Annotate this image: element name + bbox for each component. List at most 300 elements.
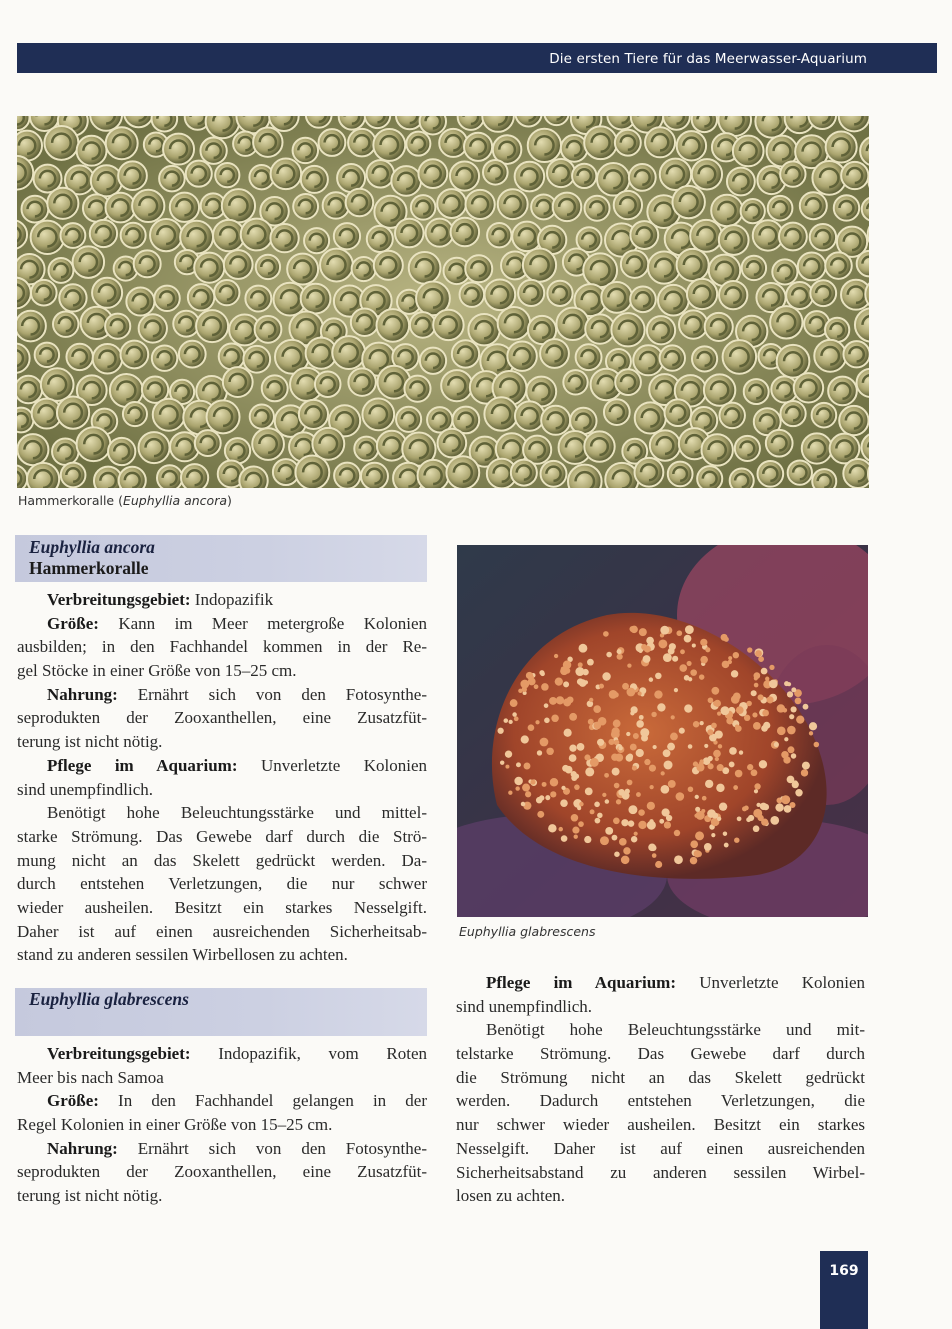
coral-tentacle-tip <box>666 815 672 821</box>
coral-tentacle-tip <box>664 760 673 769</box>
coral-tentacle-tip <box>650 785 654 789</box>
coral-tentacle-tip <box>744 805 749 810</box>
euphyllia-glabrescens-caption: Euphyllia glabrescens <box>459 924 596 939</box>
coral-tentacle-tip <box>633 733 639 739</box>
coral-polyp <box>73 246 104 277</box>
coral-tentacle-tip <box>687 661 692 666</box>
coral-polyp <box>786 282 813 309</box>
coral-tentacle-tip <box>608 739 614 745</box>
coral-tentacle-tip <box>618 746 623 751</box>
coral-tentacle-tip <box>612 835 618 841</box>
coral-polyp <box>507 341 536 370</box>
coral-tentacle-tip <box>705 647 710 652</box>
coral-tentacle-tip <box>777 726 786 735</box>
coral-tentacle-tip <box>646 637 654 645</box>
coral-tentacle-tip <box>578 821 584 827</box>
coral-tentacle-tip <box>708 763 714 769</box>
coral-tentacle-tip <box>717 764 724 771</box>
coral-tentacle-tip <box>560 667 568 675</box>
coral-tentacle-tip <box>546 748 553 755</box>
coral-polyp <box>528 129 561 162</box>
coral-tentacle-tip <box>809 731 813 735</box>
coral-polyp <box>452 340 479 367</box>
coral-tentacle-tip <box>504 718 509 723</box>
coral-tentacle-tip <box>639 715 644 720</box>
coral-polyp <box>647 316 675 344</box>
coral-polyp <box>222 189 255 222</box>
text-line: starke Strömung. Das Gewebe darf durch die Strö- <box>17 826 427 846</box>
coral-polyp <box>376 309 409 342</box>
coral-polyp <box>348 368 375 395</box>
coral-polyp <box>354 437 378 461</box>
coral-polyp <box>90 220 117 247</box>
coral-tentacle-tip <box>549 697 557 705</box>
coral-tentacle-tip <box>699 674 704 679</box>
coral-polyp <box>315 371 341 397</box>
coral-tentacle-tip <box>661 785 670 794</box>
coral-polyp <box>723 340 757 374</box>
coral-polyp <box>441 370 472 401</box>
coral-polyp <box>200 138 226 164</box>
coral-polyp <box>170 193 199 222</box>
coral-tentacle-tip <box>599 684 604 689</box>
coral-polyp <box>22 196 49 223</box>
coral-tentacle-tip <box>787 746 794 753</box>
coral-tentacle-tip <box>712 812 718 818</box>
coral-polyp <box>410 312 436 338</box>
coral-polyp <box>568 465 602 488</box>
coral-tentacle-tip <box>617 654 623 660</box>
coral-tentacle-tip <box>661 771 665 775</box>
coral-polyp <box>426 219 454 247</box>
coral-polyp <box>677 131 706 160</box>
coral-polyp <box>293 194 318 219</box>
coral-tentacle-tip <box>659 819 664 824</box>
coral-tentacle-tip <box>700 639 707 646</box>
coral-tentacle-tip <box>667 743 675 751</box>
coral-polyp <box>196 310 228 342</box>
coral-tentacle-tip <box>791 753 796 758</box>
coral-polyp <box>374 251 403 280</box>
coral-tentacle-tip <box>784 805 792 813</box>
coral-polyp <box>780 401 805 426</box>
coral-tentacle-tip <box>621 819 628 826</box>
coral-tentacle-tip <box>753 722 761 730</box>
coral-polyp <box>498 307 531 340</box>
coral-tentacle-tip <box>705 780 713 788</box>
coral-tentacle-tip <box>696 763 704 771</box>
coral-tentacle-tip <box>761 725 768 732</box>
coral-tentacle-tip <box>796 715 804 723</box>
coral-polyp <box>730 469 754 488</box>
coral-polyp <box>270 224 298 252</box>
coral-tentacle-tip <box>647 802 655 810</box>
coral-polyp <box>173 311 199 337</box>
coral-polyp <box>154 286 179 311</box>
coral-polyp <box>396 407 421 432</box>
coral-polyp <box>772 259 797 284</box>
coral-polyp <box>31 280 57 306</box>
coral-tentacle-tip <box>746 701 752 707</box>
coral-polyp <box>828 377 857 406</box>
coral-tentacle-tip <box>537 750 542 755</box>
coral-polyp <box>650 430 680 460</box>
coral-tentacle-tip <box>627 663 631 667</box>
coral-polyp <box>719 225 749 255</box>
coral-tentacle-tip <box>736 706 744 714</box>
coral-polyp <box>35 343 59 367</box>
coral-tentacle-tip <box>655 861 662 868</box>
coral-polyp <box>139 314 167 342</box>
text-line: die Strömung nicht an das Skelett gedrückt <box>456 1067 865 1087</box>
coral-polyp <box>802 433 832 463</box>
coral-tentacle-tip <box>747 647 752 652</box>
coral-polyp <box>152 116 178 132</box>
coral-tentacle-tip <box>739 750 743 754</box>
coral-tentacle-tip <box>670 733 678 741</box>
coral-tentacle-tip <box>695 795 699 799</box>
coral-tentacle-tip <box>701 809 705 813</box>
coral-tentacle-tip <box>515 786 519 790</box>
coral-polyp <box>337 164 365 192</box>
coral-polyp <box>660 345 685 370</box>
text-line: Pflege im Aquarium: Unverletzte Kolonien <box>486 973 865 992</box>
coral-tentacle-tip <box>524 763 531 770</box>
coral-polyp <box>561 135 588 162</box>
text-line: terung ist nicht nötig. <box>17 732 163 752</box>
coral-tentacle-tip <box>619 838 627 846</box>
coral-polyp <box>139 432 170 463</box>
coral-polyp <box>118 161 147 190</box>
coral-polyp <box>44 126 78 160</box>
coral-polyp <box>93 344 122 373</box>
coral-tentacle-tip <box>663 653 672 662</box>
coral-polyp <box>287 254 318 285</box>
coral-polyp <box>61 463 86 488</box>
coral-polyp <box>108 438 135 465</box>
coral-polyp <box>439 129 467 157</box>
coral-tentacle-tip <box>603 631 609 637</box>
coral-tentacle-tip <box>660 626 669 635</box>
coral-polyp <box>418 159 447 188</box>
coral-tentacle-tip <box>787 691 793 697</box>
coral-polyp <box>31 221 64 254</box>
coral-polyp <box>245 286 271 312</box>
coral-polyp <box>687 279 717 309</box>
coral-polyp <box>464 133 492 161</box>
coral-polyp <box>121 223 146 248</box>
coral-polyp <box>825 252 852 279</box>
coral-tentacle-tip <box>702 796 707 801</box>
coral-tentacle-tip <box>704 843 712 851</box>
coral-polyp <box>605 463 638 488</box>
coral-tentacle-tip <box>537 811 544 818</box>
coral-tentacle-tip <box>613 817 620 824</box>
coral-tentacle-tip <box>690 857 698 865</box>
text-line: durch entstehen Verletzungen, die nur schwer <box>17 874 427 894</box>
coral-polyp <box>645 127 675 157</box>
text-line: stand zu anderen sessilen Wirbellosen zu achten. <box>17 945 348 965</box>
coral-tentacle-tip <box>707 729 713 735</box>
coral-tentacle-tip <box>628 805 637 814</box>
coral-polyp <box>334 223 360 249</box>
coral-tentacle-tip <box>577 743 585 751</box>
coral-polyp <box>77 427 111 461</box>
coral-polyp <box>576 344 602 370</box>
coral-tentacle-tip <box>765 677 769 681</box>
coral-polyp <box>299 400 328 429</box>
coral-tentacle-tip <box>711 833 715 837</box>
coral-tentacle-tip <box>578 662 583 667</box>
coral-polyp <box>677 249 709 281</box>
coral-polyp <box>518 280 544 306</box>
coral-tentacle-tip <box>658 639 667 648</box>
coral-tentacle-tip <box>534 684 539 689</box>
euphyllia-glabrescens-photo <box>457 545 868 917</box>
coral-polyp <box>94 467 122 488</box>
species-latin-name: Euphyllia glabrescens <box>29 989 189 1009</box>
coral-polyp <box>635 402 666 433</box>
coral-polyp <box>563 370 587 394</box>
text-line: nur schwer wieder ausheilen. Besitzt ein starkes <box>456 1115 865 1135</box>
coral-polyp <box>406 132 430 156</box>
coral-polyp <box>153 399 185 431</box>
text-line: Pflege im Aquarium: Unverletzte Kolonien <box>47 755 427 775</box>
coral-tentacle-tip <box>563 681 569 687</box>
coral-tentacle-tip <box>638 809 645 816</box>
text-line: ausbilden; in den Fachhandel kommen in der Re- <box>17 637 427 657</box>
coral-tentacle-tip <box>723 832 727 836</box>
coral-polyp <box>825 318 849 342</box>
coral-tentacle-tip <box>762 710 769 717</box>
coral-tentacle-tip <box>690 669 697 676</box>
coral-polyp <box>727 168 755 196</box>
coral-tentacle-tip <box>572 827 579 834</box>
coral-tentacle-tip <box>621 856 630 865</box>
coral-polyp <box>213 220 244 251</box>
coral-polyp <box>243 346 270 373</box>
coral-polyp <box>485 279 516 310</box>
coral-polyp <box>433 310 463 340</box>
coral-tentacle-tip <box>695 807 700 812</box>
coral-tentacle-tip <box>793 780 798 785</box>
coral-polyp <box>810 224 836 250</box>
coral-tentacle-tip <box>548 824 556 832</box>
coral-tentacle-tip <box>562 765 569 772</box>
coral-tentacle-tip <box>791 687 796 692</box>
coral-polyp <box>312 428 344 460</box>
coral-tentacle-tip <box>657 703 665 711</box>
coral-tentacle-tip <box>735 770 743 778</box>
coral-tentacle-tip <box>550 791 556 797</box>
coral-polyp <box>301 284 331 314</box>
coral-tentacle-tip <box>512 712 517 717</box>
coral-tentacle-tip <box>587 659 594 666</box>
text-line: Benötigt hohe Beleuchtungsstärke und mittel- <box>47 803 427 823</box>
coral-tentacle-tip <box>668 780 676 788</box>
coral-polyp <box>446 456 479 488</box>
coral-tentacle-tip <box>679 728 685 734</box>
coral-tentacle-tip <box>617 649 622 654</box>
coral-polyp <box>188 284 214 310</box>
coral-polyp <box>304 228 329 253</box>
coral-tentacle-tip <box>801 769 808 776</box>
coral-tentacle-tip <box>672 656 678 662</box>
coral-polyp <box>630 287 656 313</box>
text-line: sind unempfindlich. <box>456 996 592 1016</box>
coral-tentacle-tip <box>574 835 578 839</box>
coral-polyp <box>614 191 642 219</box>
coral-tentacle-tip <box>754 683 759 688</box>
coral-polyp <box>48 258 73 283</box>
coral-tentacle-tip <box>593 705 601 713</box>
coral-tentacle-tip <box>582 669 588 675</box>
coral-polyp <box>487 223 511 247</box>
coral-tentacle-tip <box>688 786 694 792</box>
coral-tentacle-tip <box>718 744 722 748</box>
coral-polyp <box>465 255 492 282</box>
coral-tentacle-tip <box>676 792 685 801</box>
coral-polyp <box>106 127 138 159</box>
coral-polyp <box>701 434 732 465</box>
coral-tentacle-tip <box>627 688 636 697</box>
coral-polyp <box>839 406 868 435</box>
coral-tentacle-tip <box>636 720 644 728</box>
coral-polyp <box>186 161 212 187</box>
coral-polyp <box>511 460 537 486</box>
coral-tentacle-tip <box>717 712 721 716</box>
coral-tentacle-tip <box>733 652 739 658</box>
coral-polyp <box>132 190 164 222</box>
coral-polyp <box>351 309 378 336</box>
coral-tentacle-tip <box>747 764 753 770</box>
coral-polyp <box>195 430 221 456</box>
coral-tentacle-tip <box>631 836 637 842</box>
coral-polyp <box>604 399 630 425</box>
text-line: Größe: Kann im Meer metergroße Kolonien <box>47 613 427 633</box>
coral-tentacle-tip <box>571 771 577 777</box>
coral-polyp <box>484 397 517 430</box>
coral-tentacle-tip <box>679 664 687 672</box>
coral-tentacle-tip <box>556 696 564 704</box>
coral-tentacle-tip <box>544 703 549 708</box>
coral-tentacle-tip <box>733 692 741 700</box>
coral-tentacle-tip <box>564 729 572 737</box>
coral-polyp <box>348 129 376 157</box>
coral-tentacle-tip <box>654 690 662 698</box>
coral-polyp <box>207 400 240 433</box>
coral-polyp <box>126 288 154 316</box>
species-latin-name: Euphyllia ancora <box>29 537 155 557</box>
coral-tentacle-tip <box>787 726 796 735</box>
coral-polyp <box>465 190 494 219</box>
coral-polyp <box>741 199 765 223</box>
coral-tentacle-tip <box>720 706 729 715</box>
coral-tentacle-tip <box>803 704 809 710</box>
coral-tentacle-tip <box>693 721 700 728</box>
section1-body <box>17 588 427 967</box>
text-line: Sicherheitsabstand zu anderen sessilen Wirbel- <box>456 1162 865 1182</box>
coral-polyp <box>704 374 735 405</box>
coral-tentacle-tip <box>641 644 647 650</box>
coral-tentacle-tip <box>508 791 512 795</box>
coral-polyp <box>319 129 346 156</box>
coral-tentacle-tip <box>579 679 587 687</box>
coral-tentacle-tip <box>676 630 682 636</box>
coral-tentacle-tip <box>584 754 590 760</box>
coral-tentacle-tip <box>751 690 757 696</box>
coral-tentacle-tip <box>781 751 788 758</box>
coral-tentacle-tip <box>579 644 588 653</box>
coral-tentacle-tip <box>719 802 727 810</box>
coral-tentacle-tip <box>791 706 797 712</box>
coral-polyp <box>420 348 446 374</box>
coral-tentacle-tip <box>753 672 760 679</box>
text-line: seprodukten der Zooxanthellen, eine Zusatzfüt- <box>17 1162 427 1182</box>
coral-tentacle-tip <box>612 768 620 776</box>
coral-polyp <box>106 193 136 223</box>
coral-tentacle-tip <box>528 678 536 686</box>
coral-polyp <box>556 308 588 340</box>
coral-polyp <box>17 434 48 465</box>
coral-polyp <box>630 221 658 249</box>
coral-polyp <box>27 463 59 488</box>
coral-polyp <box>163 134 194 165</box>
coral-polyp <box>105 314 130 339</box>
coral-tentacle-tip <box>729 747 737 755</box>
coral-polyp <box>420 116 446 134</box>
coral-polyp <box>779 223 807 251</box>
coral-tentacle-tip <box>525 791 531 797</box>
coral-polyp <box>512 222 541 251</box>
coral-polyp <box>841 162 868 189</box>
coral-tentacle-tip <box>737 816 742 821</box>
coral-tentacle-tip <box>638 692 642 696</box>
text-line: Nahrung: Ernährt sich von den Fotosynthe- <box>47 1138 427 1158</box>
coral-tentacle-tip <box>700 759 704 763</box>
coral-tentacle-tip <box>674 688 678 692</box>
coral-polyp <box>585 196 610 221</box>
coral-tentacle-tip <box>760 803 767 810</box>
coral-tentacle-tip <box>711 723 717 729</box>
coral-polyp <box>41 368 74 401</box>
coral-polyp <box>418 460 449 488</box>
coral-polyp <box>152 345 177 370</box>
coral-polyp <box>621 250 648 277</box>
coral-tentacle-tip <box>614 851 620 857</box>
coral-tentacle-tip <box>514 777 522 785</box>
coral-tentacle-tip <box>569 754 577 762</box>
coral-tentacle-tip <box>594 802 600 808</box>
coral-tentacle-tip <box>602 793 606 797</box>
coral-tentacle-tip <box>643 655 651 663</box>
coral-tentacle-tip <box>588 719 594 725</box>
coral-polyp <box>843 341 869 367</box>
coral-polyp <box>320 249 353 282</box>
page-number-tab <box>820 1251 868 1329</box>
coral-polyp <box>123 402 147 426</box>
coral-tentacle-tip <box>600 836 609 845</box>
coral-tentacle-tip <box>695 831 704 840</box>
coral-tentacle-tip <box>626 732 630 736</box>
coral-polyp <box>826 131 857 162</box>
coral-tentacle-tip <box>704 744 708 748</box>
coral-polyp <box>409 252 441 284</box>
coral-tentacle-tip <box>631 706 638 713</box>
coral-polyp <box>601 282 632 313</box>
coral-polyp <box>460 282 485 307</box>
coral-tentacle-tip <box>781 795 790 804</box>
